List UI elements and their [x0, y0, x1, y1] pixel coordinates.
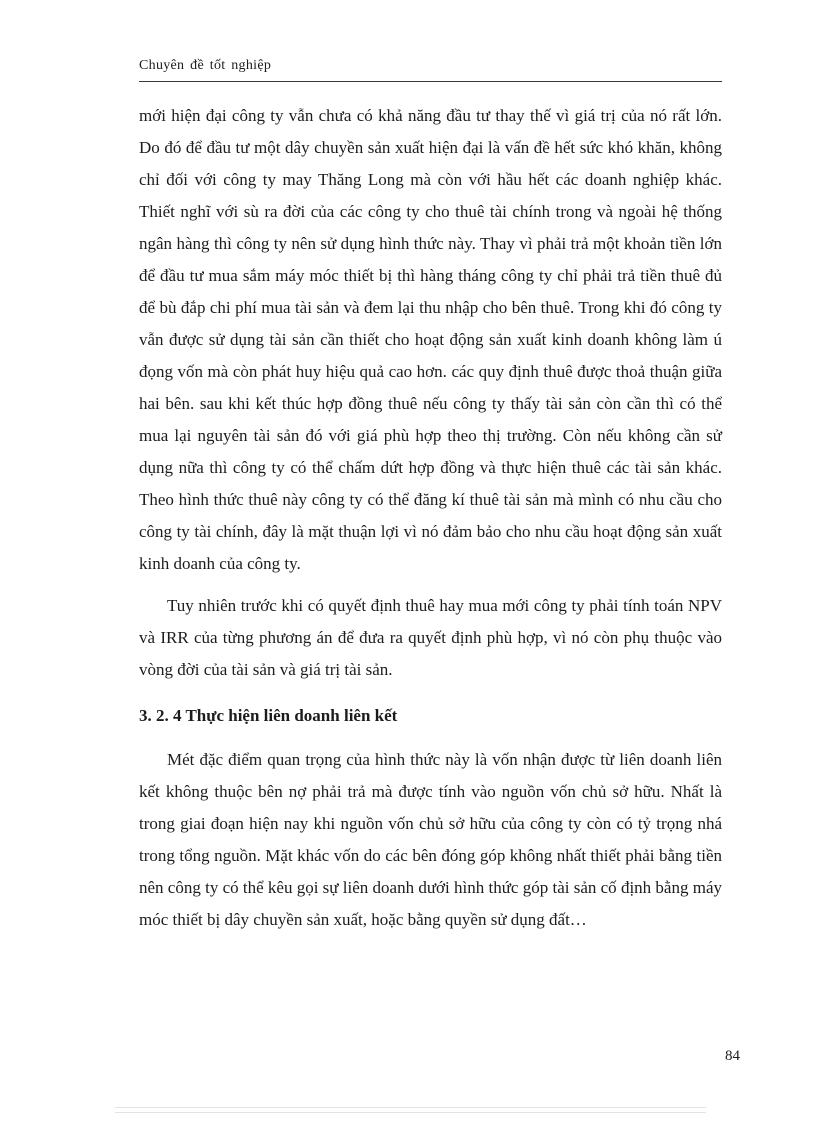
- bottom-divider-line: [115, 1112, 706, 1113]
- page-footer: [725, 1048, 740, 1065]
- section-heading: 3. 2. 4 Thực hiện liên doanh liên kết: [139, 706, 398, 725]
- body-paragraph-3: Mét đặc điểm quan trọng của hình thức này là vốn nhận được từ liên doanh liên kết không thuộc bên nợ phải trả mà được tính vào nguồn vốn chủ sở hữu. Nhất là trong giai đoạn hiện nay khi nguồn vốn chủ sở hữu của công ty còn có tỷ trọng nhá trong tổng nguồn. Mặt khác vốn do các bên đóng góp không nhất thiết phải bằng tiền nên công ty có thể kêu gọi sự liên doanh dưới hình thức góp tài sản cố định bằng máy móc thiết bị dây chuyền sản xuất, hoặc bằng quyền sử dụng đất…: [139, 750, 722, 929]
- body-paragraph-2: Tuy nhiên trước khi có quyết định thuê hay mua mới công ty phải tính toán NPV và IRR của từng phương án để đưa ra quyết định phù hợp, vì nó còn phụ thuộc vào vòng đời của tài sản và giá trị tài sản.: [139, 596, 722, 679]
- header-title: Chuyên đề tốt nghiệp: [139, 58, 272, 73]
- page-header: [139, 58, 722, 82]
- bottom-divider-line: [115, 1107, 706, 1108]
- page-body: [139, 100, 722, 946]
- body-paragraph-1: mới hiện đại công ty vẫn chưa có khả năng đầu tư thay thế vì giá trị của nó rất lớn. Do đó để đầu tư một dây chuyền sản xuất hiện đại là vấn đề hết sức khó khăn, không chỉ đối với công ty may Thăng Long mà còn với hầu hết các doanh nghiệp khác. Thiết nghĩ với sù ra đời của các công ty cho thuê tài chính trong và ngoài hệ thống ngân hàng thì công ty nên sử dụng hình thức này. Thay vì phải trả một khoản tiền lớn để đầu tư mua sắm máy móc thiết bị thì hàng tháng công ty chỉ phải trả tiền thuê đủ để bù đắp chi phí mua tài sản và đem lại thu nhập cho bên thuê. Trong khi đó công ty vẫn được sử dụng tài sản cần thiết cho hoạt động sản xuất kinh doanh không làm ú đọng vốn mà còn phát huy hiệu quả cao hơn. các quy định thuê được thoả thuận giữa hai bên. sau khi kết thúc hợp đồng thuê nếu công ty thấy tài sản còn cần thì có thể mua lại nguyên tài sản đó với giá phù hợp theo thị trường. Còn nếu không cần sử dụng nữa thì công ty có thể chấm dứt hợp đồng và thực hiện thuê các tài sản khác. Theo hình thức thuê này công ty có thể đăng kí thuê tài sản mà mình có nhu cầu cho công ty tài chính, đây là mặt thuận lợi vì nó đảm bảo cho nhu cầu hoạt động sản xuất kinh doanh của công ty.: [139, 106, 722, 573]
- page-number: 84: [725, 1048, 740, 1064]
